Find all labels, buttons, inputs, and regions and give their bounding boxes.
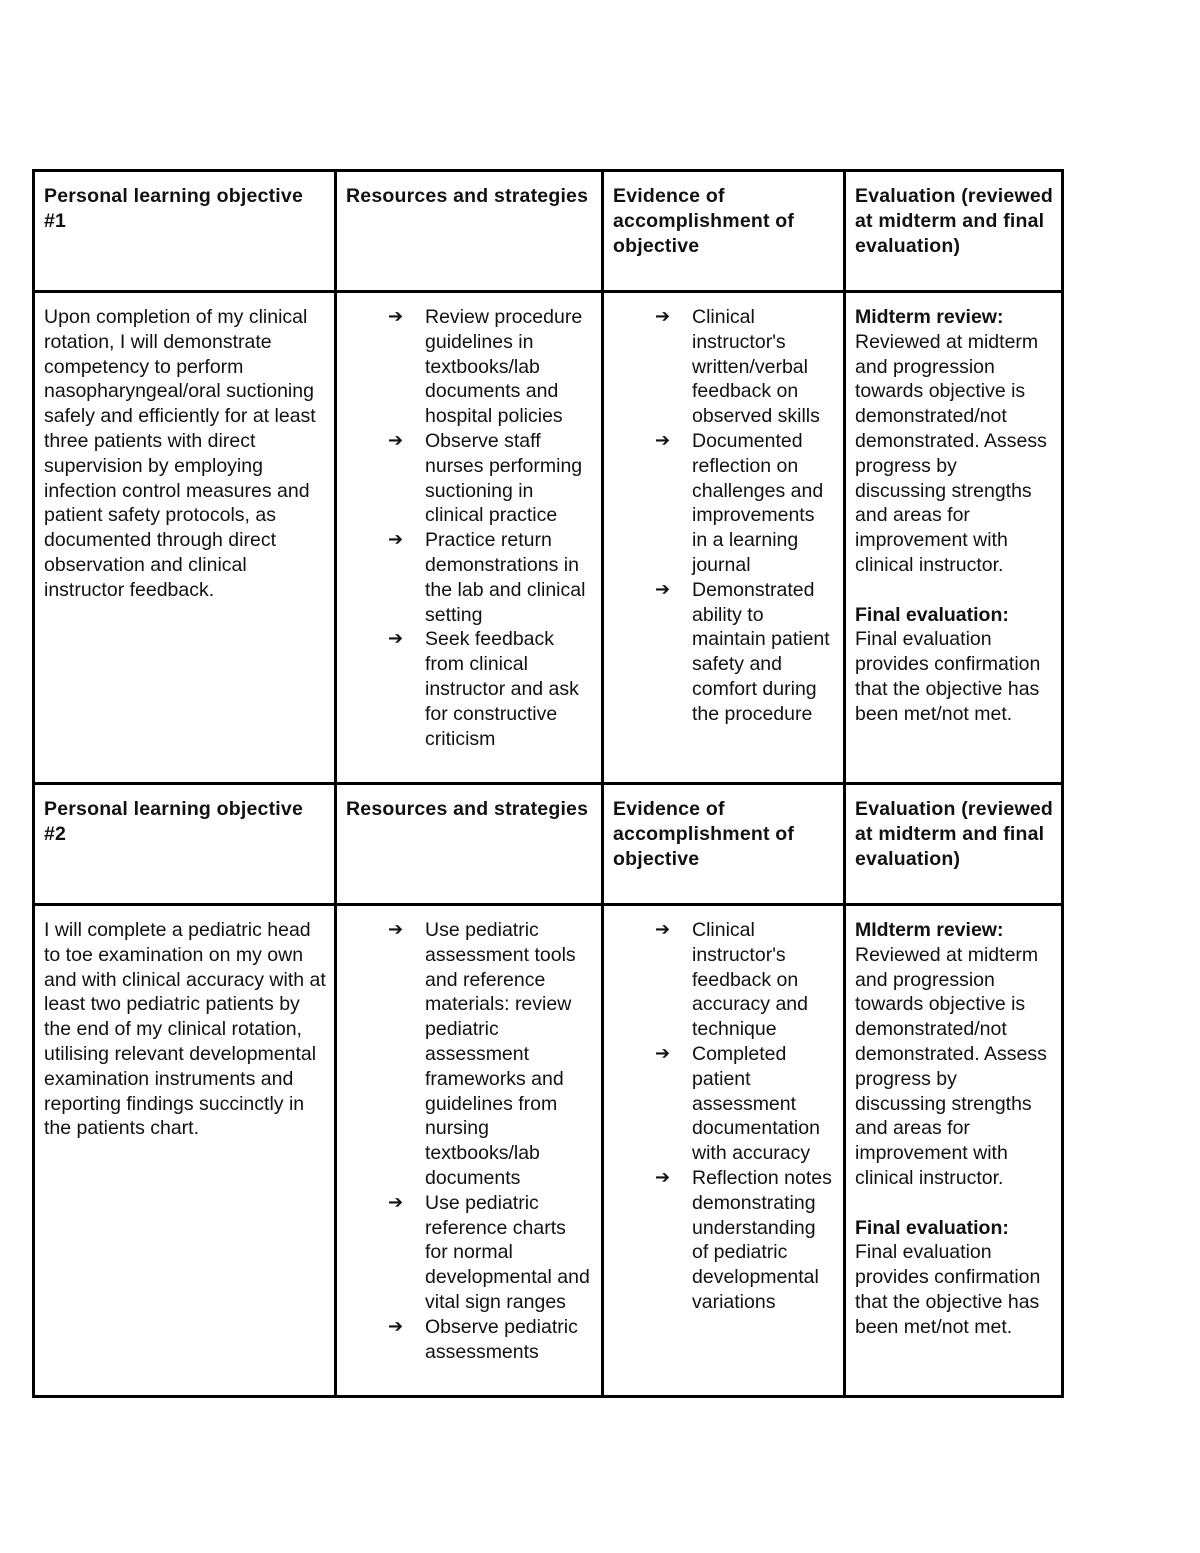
midterm-review-label: MIdterm review: [855, 919, 1004, 941]
arrow-right-icon: ➔ [388, 1315, 404, 1337]
header-resources-strategies: Resources and strategies [336, 171, 603, 292]
arrow-right-icon: ➔ [655, 1042, 671, 1064]
objective-2-header-row [34, 784, 1063, 905]
list-item: ➔ Observe staff nurses performing suctioning in clinical practice [388, 429, 583, 527]
final-evaluation-text: Final evaluation provides confirmation that the objective has been met/not met. [855, 628, 1041, 725]
objective-2-content-row [34, 905, 1063, 1397]
objective-1-evidence-list [613, 305, 835, 727]
midterm-review-text: Reviewed at midterm and progression towards objective is demonstrated/not demonstrated. Assess progress by discussing strengths and areas for improvement with clinical instructor. [855, 943, 1047, 1189]
objective-2-resources-cell [336, 905, 603, 1397]
header-resources-strategies: Resources and strategies [336, 784, 603, 905]
objective-2-text: I will complete a pediatric head to toe examination on my own and with clinical accuracy with at least two pediatric patients by the end of my clinical rotation, utilising relevant developmental examination instruments and reporting findings succinctly in the patients chart. [34, 905, 336, 1397]
objective-1-content-row [34, 292, 1063, 784]
arrow-right-icon: ➔ [388, 919, 404, 940]
objective-1-evaluation-cell [845, 292, 1063, 784]
header-evaluation: Evaluation (reviewed at midterm and final evaluation) [845, 171, 1063, 292]
midterm-review-label: Midterm review: [855, 306, 1004, 328]
list-item: ➔ Seek feedback from clinical instructor and ask for constructive criticism [388, 628, 579, 750]
list-item: ➔ Use pediatric assessment tools and reference materials: review pediatric assessment frameworks and guidelines from nursing textbooks/lab documents [388, 919, 576, 1189]
list-item: ➔ Observe pediatric assessments [388, 1315, 578, 1363]
list-item: ➔ Use pediatric reference charts for normal developmental and vital sign ranges [388, 1191, 590, 1313]
arrow-right-icon: ➔ [655, 919, 671, 940]
list-item: ➔ Review procedure guidelines in textbooks/lab documents and hospital policies [388, 306, 583, 428]
objective-2-evidence-list [613, 918, 835, 1315]
list-item: ➔ Practice return demonstrations in the lab and clinical setting [388, 529, 586, 626]
header-evidence: Evidence of accomplishment of objective [603, 784, 845, 905]
list-item: ➔ Clinical instructor's written/verbal feedback on observed skills [655, 306, 820, 428]
objective-1-resources-cell [336, 292, 603, 784]
objective-1-evidence-cell [603, 292, 845, 784]
objective-1-header-row [34, 171, 1063, 292]
arrow-right-icon: ➔ [388, 628, 404, 650]
arrow-right-icon: ➔ [388, 429, 404, 451]
header-personal-objective-1: Personal learning objective #1 [34, 171, 336, 292]
list-item: ➔ Demonstrated ability to maintain patient safety and comfort during the procedure [655, 578, 830, 725]
header-personal-objective-2: Personal learning objective #2 [34, 784, 336, 905]
arrow-right-icon: ➔ [388, 1191, 404, 1213]
final-evaluation-label: Final evaluation: [855, 1216, 1009, 1239]
objective-2-resources-list [346, 918, 593, 1364]
arrow-right-icon: ➔ [655, 578, 671, 600]
objective-2-evaluation-cell [845, 905, 1063, 1397]
header-evidence: Evidence of accomplishment of objective [603, 171, 845, 292]
objective-2-evidence-cell [603, 905, 845, 1397]
arrow-right-icon: ➔ [655, 306, 671, 327]
final-evaluation-label: Final evaluation: [855, 603, 1009, 626]
objective-1-resources-list [346, 305, 593, 751]
list-item: ➔ Clinical instructor's feedback on accuracy and technique [655, 919, 808, 1041]
arrow-right-icon: ➔ [388, 529, 404, 551]
objective-1-text: Upon completion of my clinical rotation, I will demonstrate competency to perform nasopharyngeal/oral suctioning safely and efficiently for at least three patients with direct supervision by employing infection control measures and patient safety protocols, as documented through direct observation and clinical instructor feedback. [34, 292, 336, 784]
learning-objectives-document [32, 169, 1061, 1398]
arrow-right-icon: ➔ [388, 306, 404, 327]
list-item: ➔ Completed patient assessment documentation with accuracy [655, 1042, 820, 1165]
learning-objectives-table [32, 169, 1064, 1398]
midterm-review-text: Reviewed at midterm and progression towards objective is demonstrated/not demonstrated. Assess progress by discussing strengths and areas for improvement with clinical instructor. [855, 330, 1047, 576]
arrow-right-icon: ➔ [655, 1166, 671, 1188]
list-item: ➔ Reflection notes demonstrating understanding of pediatric developmental variations [655, 1166, 832, 1313]
list-item: ➔ Documented reflection on challenges and improvements in a learning journal [655, 429, 824, 576]
final-evaluation-text: Final evaluation provides confirmation that the objective has been met/not met. [855, 1241, 1041, 1338]
arrow-right-icon: ➔ [655, 429, 671, 451]
header-evaluation: Evaluation (reviewed at midterm and final evaluation) [845, 784, 1063, 905]
